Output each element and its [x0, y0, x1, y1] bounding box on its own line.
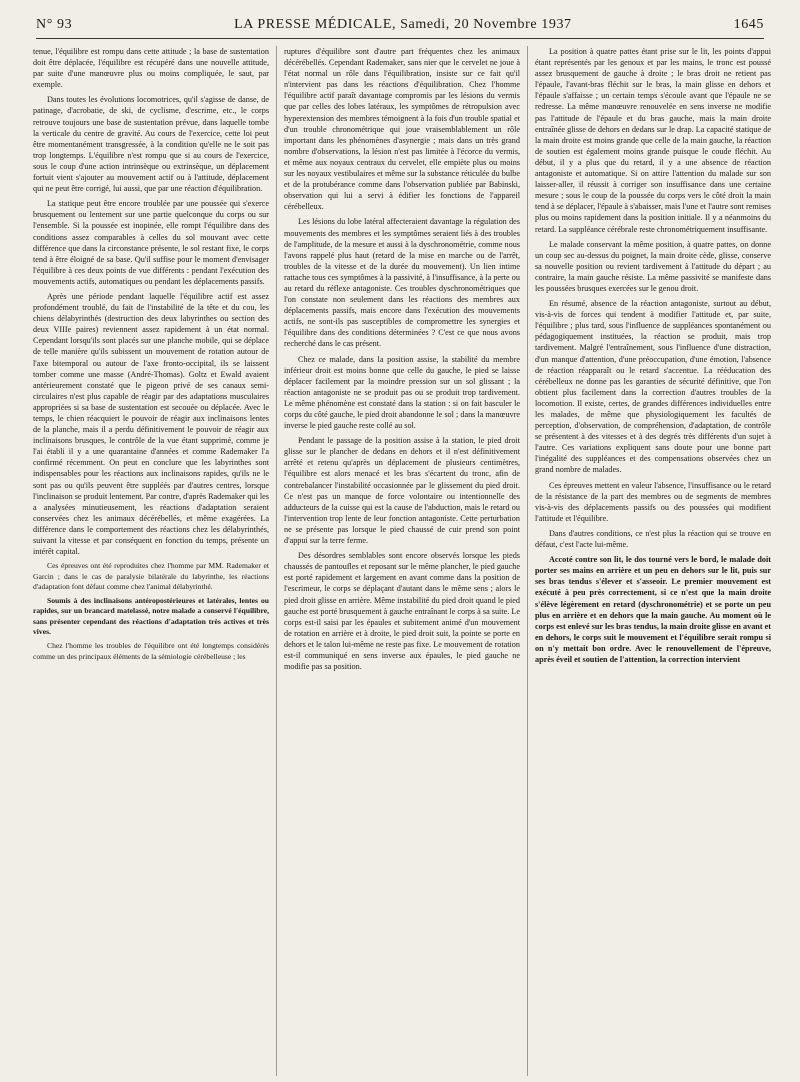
- paragraph: Pendant le passage de la position assise à la station, le pied droit glisse sur le plancher de dedans en dehors et il n'est définitivement arrêté et retenu qu'après un déplacement de plusieurs centimètres, l'équilibre est alors menacé et les bras s'écartent du tronc, afin de contrebalancer l'instabilité occasionnée par le glissement du pied droit. Ce n'est pas un manque de force volontaire ou intentionnelle des adducteurs de la cuisse qui est la cause de l'abduction, mais le retard ou l'intervention trop lente de leur fonction antagoniste. Cette perturbation ne se présente pas lorsque le pied chaussé de cuir prend son point d'appui sur la terre ferme.: [284, 436, 520, 546]
- paragraph: Ces épreuves ont été reproduites chez l'homme par MM. Rademaker et Garcin ; dans le cas de paralysie bilatérale du labyrinthe, les réactions d'adaptation font défaut comme chez l'animal délabyrinthé.: [33, 561, 269, 591]
- paragraph: La statique peut être encore troublée par une poussée qui s'exerce brusquement ou lentement sur une partie quelconque du corps ou sur l'ensemble. Si la poussée est inopinée, elle rompt l'équilibre dans des conditions assez comparables à celles du sol mouvant avec cette différence que dans la circonstance présente, le sol restant fixe, le corps tend à être éloigné de sa base. Qu'il suffise pour le moment d'envisager l'équilibre à ces deux points de vue différents : pendant l'exécution des mouvements actifs, automatiques ou pendant les déplacements passifs.: [33, 199, 269, 286]
- paragraph: Ces épreuves mettent en valeur l'absence, l'insuffisance ou le retard de la résistance de la part des membres ou de segments de membres vis-à-vis des déplacements passifs ou des poussées qui modifient l'attitude et l'équilibre.: [535, 480, 771, 523]
- paragraph: Après une période pendant laquelle l'équilibre actif est assez profondément troublé, du fait de l'instabilité de la tête et du cou, les chiens délabyrinthés (destruction des deux labyrinthes ou section des deux VIIIe paires) reviennent assez rapidement à un état normal. Cependant lorsqu'ils sont placés sur une planche mobile, qui se déplace de telle manière qu'ils subissent un mouvement de rotation autour de l'axe bitemporal ou autour de l'axe fronto-occipital, ils se laissent tomber comme une masse (André-Thomas). Goltz et Ewald avaient antérieurement constaté que le pigeon privé de ses canaux semi-circulaires n'est plus capable de réagir par des adaptations musculaires appropriées si sa base de sustentation est secouée ou déplacée. Avec le temps, le chien réacquiert le pouvoir de réagir aux inclinaisons lentes de la planche, mais il a perdu définitivement le pouvoir de réagir aux inclinaisons brusques, le contrôle de la vue étant supprimé, comme je l'ai établi il y a une quarantaine d'années et comme Rademaker l'a confirmé récemment. On peut en conclure que les labyrinthes sont indispensables pour les réactions aux inclinaisons rapides, qu'ils ne le sont pas ou qu'ils peuvent être suppléés par d'autres centres, lorsque l'inclinaison se produit lentement. Par contre, d'après Rademaker qui les a analysées minutieusement, les réactions d'adaptation seraient conservées chez les animaux décérébellés, et même exagérées. La différence dans le comportement des réactions chez les délabyrinthés, suivant la vitesse et par conséquent en fonction du temps, présente un intérêt capital.: [33, 291, 269, 557]
- paragraph: Chez l'homme les troubles de l'équilibre ont été longtemps considérés comme un des principaux éléments de la sémiologie cérébelleuse ; les: [33, 641, 269, 661]
- text-columns: [26, 46, 778, 1076]
- column-3: [527, 46, 778, 1076]
- paragraph: Accoté contre son lit, le dos tourné vers le bord, le malade doit porter ses mains en arrière et un peu en dehors sur le lit, puis sur ses bras tendus s'élever et s'asseoir. Le premier mouvement est exécuté à peu près correctement, si ce n'est que la main droite s'élève légèrement en retard (dyschronométrie) et se porte un peu plus en arrière et en dehors que la main gauche. Au moment où le corps est enlevé sur les bras tendus, la main droite glisse en avant et en dehors, le corps suit le mouvement et l'équilibre serait rompu si on n'y mettait bon ordre. Avec le renouvellement de l'épreuve, après éveil et soutien de l'attention, la correction intervient: [535, 555, 771, 664]
- paragraph: Des désordres semblables sont encore observés lorsque les pieds chaussés de pantoufles et reposant sur le même plancher, le pied gauche est porté rapidement et largement en avant comme dans la position de l'escrimeur, le corps se déplaçant d'autant dans le même sens ; alors le pied droit glisse en arrière. Même instabilité du pied droit quand le pied gauche est porté brusquement à gauche entraînant le corps à sa suite. Le corps est-il saisi par les épaules et subitement animé d'un mouvement de rotation en arrière et à droite, le pied droit suit, la pointe se porte en dehors et le talon lui-même ne reste pas fixe. Le mouvement de rotation est-il communiqué en sens inverse aux épaules, le pied gauche ne modifie pas sa position.: [284, 551, 520, 672]
- paragraph: En résumé, absence de la réaction antagoniste, surtout au début, vis-à-vis de forces qui tendent à modifier l'attitude et, par suite, l'équilibre ; plus tard, sous l'influence de suppléances spontanément ou pédagogiquement instituées, la réaction se produit, mais trop tardivement. Malgré l'entraînement, sous l'influence d'une distraction, d'un manque d'attention, d'une préoccupation, d'une émotion, l'absence de réaction réapparaît ou le retard s'accentue. La rééducation des cérébelleux ne donne pas les garanties de sécurité définitive, que l'on obtient plus facilement dans la correction d'autres troubles de la locomotion. Il existe, certes, de grandes différences individuelles entre les malades, de même que physiologiquement les facultés de perception, d'observation, de compréhension, d'adaptation, de contrôle se présentent à des vitesses et à des degrés très différents d'un sujet à l'autre. Ces variations expliquent sans doute pour une bonne part l'inégalité des suppléances et des compensations observées chez un grand nombre de malades.: [535, 299, 771, 475]
- paragraph: Soumis à des inclinaisons antéropostérieures et latérales, lentes ou rapides, sur un brancard matelassé, notre malade a conservé l'équilibre, sans présenter cependant des réactions d'adaptation très actives et très vives.: [33, 596, 269, 636]
- paragraph: Dans d'autres conditions, ce n'est plus la réaction qui se trouve en défaut, c'est l'acte lui-même.: [535, 528, 771, 550]
- paragraph: Dans toutes les évolutions locomotrices, qu'il s'agisse de danse, de patinage, d'acrobatie, de ski, de cyclisme, d'escrime, etc., le corps retrouve toujours une base de sustentation prévue, dans laquelle tombe la verticale du centre de gravité. Au cours de l'exercice, cette loi peut être momentanément transgressée, à la condition qu'elle ne le soit pas trop longtemps. L'équilibre n'est rompu que si au cours de l'exercice, sous le coup d'une action intrinsèque ou extrinsèque, un déplacement fortuit vient s'ajouter au mouvement actif ou à l'attitude, déplacement qui ne peut être corrigé, lui aussi, que par une réaction d'équilibration.: [33, 95, 269, 194]
- paragraph: Chez ce malade, dans la position assise, la stabilité du membre inférieur droit est moins bonne que celle du gauche, le pied se laisse déplacer facilement par la moindre pression sur un sol glissant ; la réaction antagoniste ne se produit pas ou se produit trop tardivement. Le même phénomène est constaté dans la station : si on fait basculer le corps du côté gauche, le pied droit abandonne le sol ; dans la manœuvre inverse le pied gauche reste collé au sol.: [284, 354, 520, 431]
- header-rule: [36, 38, 764, 39]
- paragraph: tenue, l'équilibre est rompu dans cette attitude ; la base de sustentation doit être déplacée, l'équilibre est récupéré dans une nouvelle attitude, par suite d'une manœuvre plus ou moins compliquée, le saut, par exemple.: [33, 47, 269, 90]
- paragraph: Les lésions du lobe latéral affecteraient davantage la régulation des mouvements des membres et les symptômes seraient liés à des troubles de l'amplitude, de la mesure et aussi à la dyschronométrie, comme nous l'avons rappelé plus haut (retard de la mise en marche ou de l'arrêt, troubles de la vitesse et de la durée du mouvement). Un lien intime rattache tous ces symptômes à la passivité, à l'insuffisance, à la perte ou au retard du réflexe antagoniste. Ces troubles dyschronométriques que l'on constate non seulement dans les réactions des membres aux déplacements passifs, mais encore dans l'exécution des mouvements actifs, ne sont-ils pas susceptibles de compromettre les synergies et l'équilibre dans des conditions déterminées ? C'est ce que nous avons recherché dans le cas présent.: [284, 217, 520, 349]
- issue-number: N° 93: [36, 17, 73, 32]
- paragraph: Le malade conservant la même position, à quatre pattes, on donne un coup sec au-dessus du poignet, la main droite cède, glisse, conserve sa nouvelle position ou revient tardivement à l'attitude du départ ; au contraire, la main gauche résiste. La même passivité se manifeste dans les poussées brusques exercées sur le genou droit.: [535, 239, 771, 293]
- running-header: [36, 12, 764, 38]
- paragraph: ruptures d'équilibre sont d'autre part fréquentes chez les animaux décérébellés. Cependant Rademaker, sans nier que le cervelet ne joue à l'état normal un rôle dans l'équilibration, insiste sur ce fait qu'il n'intervient pas dans les réactions d'équilibration. Chez l'homme l'équilibre actif paraît davantage compromis par les lésions du vermis que par celles des lobes latéraux, les symptômes de rétropulsion avec hyperextension des membres témoignent à la fois d'un trouble spatial et d'un trouble chronométrique qui joue vraisemblablement un rôle important dans les phénomènes d'asynergie ; mais dans un très grand nombre d'observations, la lésion n'est pas limitée à l'écorce du vermis, et même aux noyaux centraux du cervelet, elle empiète plus ou moins sur les noyaux vestibulaires et même sur la substance réticulée du bulbe et de la protubérance comme dans l'observation publiée par Babinski, observation qui lui a servi à édifier les fonctions de l'appareil cérébelleux.: [284, 47, 520, 212]
- column-1: [26, 46, 276, 1076]
- journal-title: LA PRESSE MÉDICALE, Samedi, 20 Novembre 1937: [234, 17, 572, 32]
- page-number: 1645: [733, 17, 764, 32]
- column-2: [276, 46, 527, 1076]
- paragraph: La position à quatre pattes étant prise sur le lit, les points d'appui étant représentés par les genoux et par les mains, le tronc est poussé assez brusquement de gauche à droite ; le bras droit ne retient pas l'épaule, l'avant-bras fléchit sur le bras, la main glisse en dehors et l'épaule s'affaisse ; un certain temps s'écoule avant que l'épaule ne se redresse. La même manœuvre renouvelée en sens inverse ne modifie pas l'attitude de l'épaule et du bras gauche, mais la main droite entraînée glisse de dehors en dedans sur le drap. La capacité statique de la main droite est moins grande que celle de la main gauche, la réaction de soutien est également moins grande puisque le coude fléchit. Au début, il y a plus que du retard, il y a une absence de réaction antagoniste et automatique. Si on attire l'attention du malade sur son laisser-aller, il réussit à corriger son insuffisance dans une certaine mesure ; sous le coup de la poussée du corps vers le côté droit la main tend à se déplacer, l'épaule à s'abaisser, mais l'une et l'autre sont remises plus ou moins rapidement dans la position initiale. Il y a néanmoins du retard. La suppléance cérébrale reste chronométriquement insuffisante.: [535, 47, 771, 234]
